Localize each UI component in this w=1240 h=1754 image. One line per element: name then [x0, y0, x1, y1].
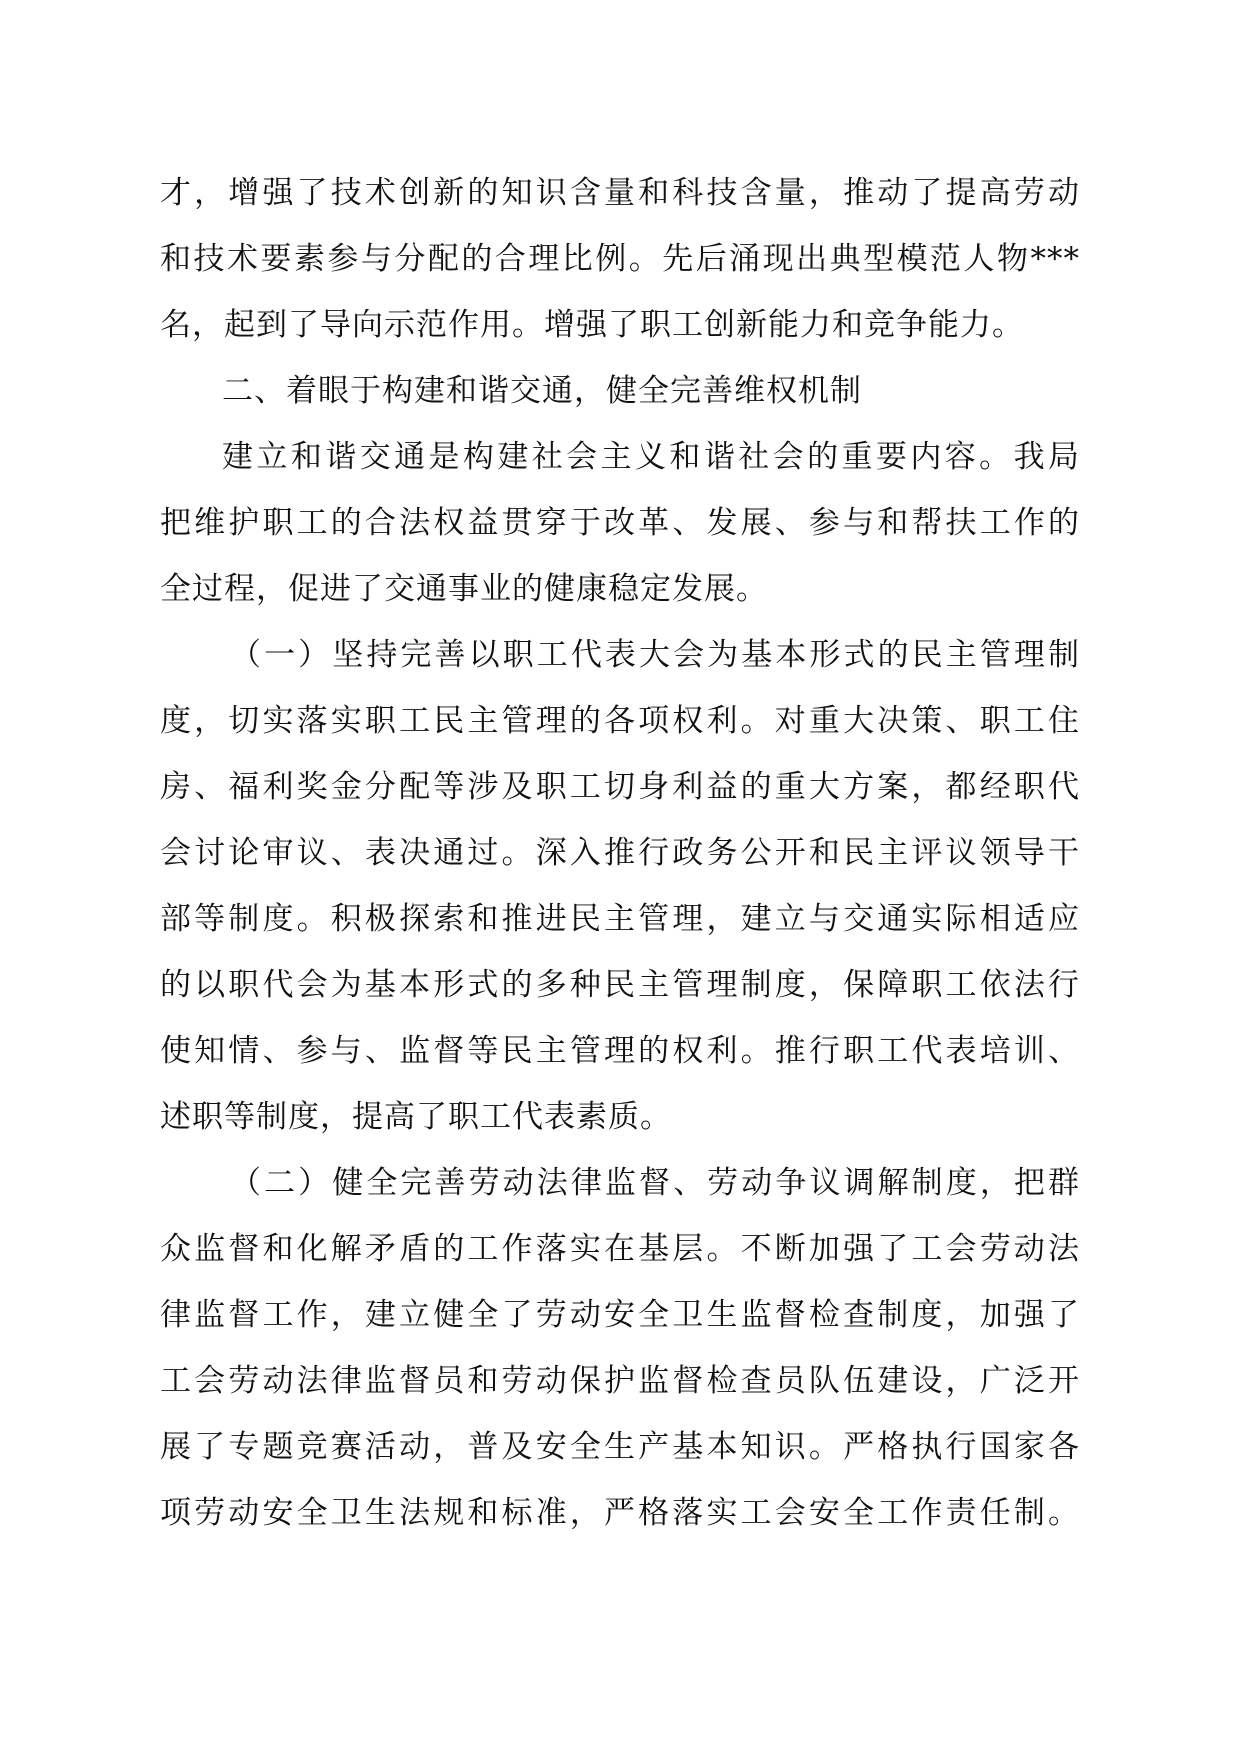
text-line: 把维护职工的合法权益贯穿于改革、发展、参与和帮扶工作的	[160, 505, 1080, 541]
text-line: 述职等制度，提高了职工代表素质。	[160, 1099, 672, 1135]
text-line: 展了专题竞赛活动，普及安全生产基本知识。严格执行国家各	[160, 1429, 1080, 1465]
text-line: 和技术要素参与分配的合理比例。先后涌现出典型模范人物***	[160, 241, 1080, 277]
subsection-heading-line: （一）坚持完善以职工代表大会为基本形式的民主管理制	[230, 637, 1080, 673]
text-line: 建立和谐交通是构建社会主义和谐社会的重要内容。我局	[222, 439, 1080, 475]
text-line: 部等制度。积极探索和推进民主管理，建立与交通实际相适应	[160, 901, 1080, 937]
text-line: 会讨论审议、表决通过。深入推行政务公开和民主评议领导干	[160, 835, 1080, 871]
text-line: 名，起到了导向示范作用。增强了职工创新能力和竞争能力。	[160, 307, 1024, 343]
text-line: 才，增强了技术创新的知识含量和科技含量，推动了提高劳动	[160, 175, 1080, 211]
text-line: 律监督工作，建立健全了劳动安全卫生监督检查制度，加强了	[160, 1297, 1080, 1333]
text-line: 全过程，促进了交通事业的健康稳定发展。	[160, 571, 768, 607]
text-line: 工会劳动法律监督员和劳动保护监督检查员队伍建设，广泛开	[160, 1363, 1080, 1399]
subsection-heading-line: （二）健全完善劳动法律监督、劳动争议调解制度，把群	[230, 1165, 1080, 1201]
text-line: 使知情、参与、监督等民主管理的权利。推行职工代表培训、	[160, 1033, 1080, 1069]
text-line: 项劳动安全卫生法规和标准，严格落实工会安全工作责任制。	[160, 1495, 1080, 1531]
text-line: 的以职代会为基本形式的多种民主管理制度，保障职工依法行	[160, 967, 1080, 1003]
text-line: 房、福利奖金分配等涉及职工切身利益的重大方案，都经职代	[160, 769, 1080, 805]
text-line: 度，切实落实职工民主管理的各项权利。对重大决策、职工住	[160, 703, 1080, 739]
text-line: 众监督和化解矛盾的工作落实在基层。不断加强了工会劳动法	[160, 1231, 1080, 1267]
section-heading: 二、着眼于构建和谐交通，健全完善维权机制	[222, 373, 862, 409]
